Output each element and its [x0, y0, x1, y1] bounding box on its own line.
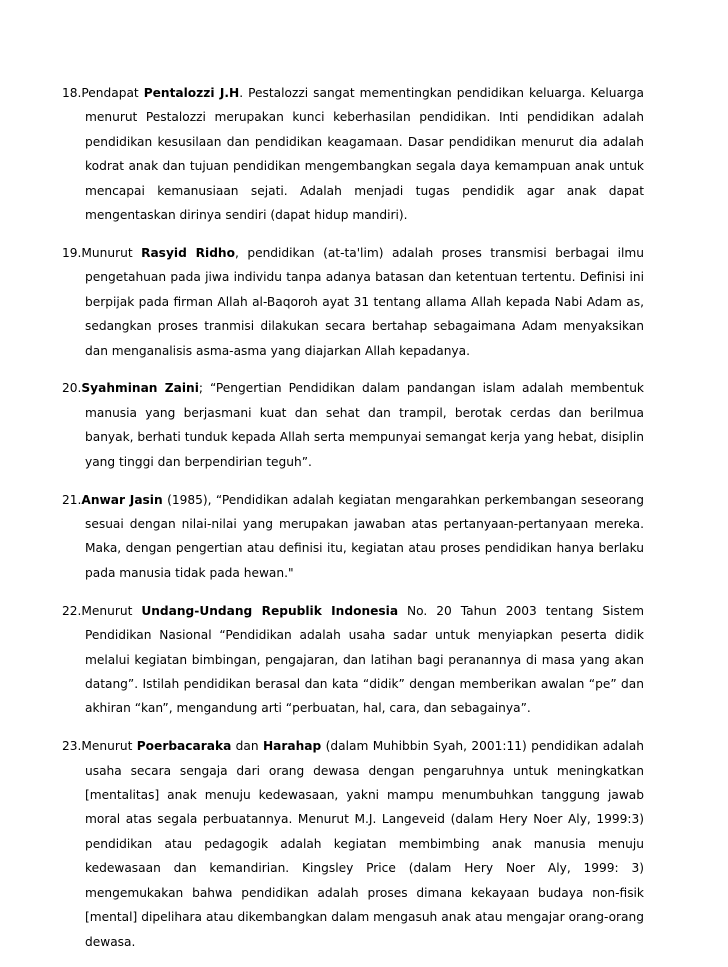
item-conjunction: dan [231, 739, 263, 754]
item-body-text: (1985), “Pendidikan adalah kegiatan mengarahkan perkembangan seseorang sesuai dengan nilai-nilai yang merupakan jawaban atas pertanyaan-pertanyaan mereka. Maka, dengan pengertian atau definisi itu, kegiatan atau proses pendidikan hanya berlaku pada manusia tidak pada hewan." [85, 492, 644, 580]
item-body-text: ; “Pengertian Pendidikan dalam pandangan islam adalah membentuk manusia yang berjasmani kuat dan sehat dan trampil, berotak cerdas dan berilmua banyak, berhati tunduk kepada Allah serta mempunyai semangat kerja yang hebat, disiplin yang tinggi dan berpendirian teguh”. [85, 381, 644, 469]
item-author-name: Syahminan Zaini [81, 381, 199, 396]
item-lead-text: Menurut [81, 739, 137, 754]
item-number: 20. [62, 381, 82, 396]
item-author-name: Rasyid Ridho [141, 245, 235, 260]
item-author-name-2: Harahap [262, 739, 322, 754]
item-lead-text: Menurut [81, 603, 142, 618]
list-item-21 [62, 488, 644, 586]
item-author-name: Poerbacaraka [136, 739, 232, 754]
item-body-text: . Pestalozzi sangat mementingkan pendidikan keluarga. Keluarga menurut Pestalozzi merupakan kunci keberhasilan pendidikan. Inti pendidikan adalah pendidikan kesusilaan dan pendidikan keagamaan. Dasar pendidikan menurut dia adalah kodrat anak dan tujuan pendidikan mengembangkan segala daya kemampuan anak untuk mencapai kemanusiaan sejati. Adalah menjadi tugas pendidik agar anak dapat mengentaskan dirinya sendiri (dapat hidup mandiri). [85, 86, 644, 223]
list-item-22 [62, 599, 644, 721]
item-author-name: Undang-Undang Republik Indonesia [141, 603, 399, 618]
item-author-name: Pentalozzi J.H [143, 86, 240, 100]
item-number: 18. [62, 86, 82, 100]
document-page [62, 81, 644, 967]
list-item-23 [62, 734, 644, 954]
item-number: 23. [62, 739, 82, 754]
item-author-name: Anwar Jasin [81, 492, 163, 507]
item-body-text: (dalam Muhibbin Syah, 2001:11) pendidikan adalah usaha secara sengaja dari orang dewasa dengan pengaruhnya untuk meningkatkan [mentalitas] anak menuju kedewasaan, yakni mampu menumbuhkan tanggung jawab moral atas segala perbuatannya. Menurut M.J. Langeveid (dalam Hery Noer Aly, 1999:3) pendidikan atau pedagogik adalah kegiatan membimbing anak manusia menuju kedewasaan dan kemandirian. Kingsley Price (dalam Hery Noer Aly, 1999: 3) mengemukakan bahwa pendidikan adalah proses dimana kekayaan budaya non-fisik [mental] dipelihara atau dikembangkan dalam mengasuh anak atau mengajar orang-orang dewasa. [85, 739, 644, 949]
item-lead-text: Munurut [81, 245, 142, 260]
item-lead-text: Pendapat [81, 86, 144, 100]
item-number: 21. [62, 492, 82, 507]
item-body-text: , pendidikan (at-ta'lim) adalah proses transmisi berbagai ilmu pengetahuan pada jiwa individu tanpa adanya batasan dan ketentuan tertentu. Definisi ini berpijak pada firman Allah al-Baqoroh ayat 31 tentang allama Allah kepada Nabi Adam as, sedangkan proses tranmisi dilakukan secara bertahap sebagaimana Adam menyaksikan dan menganalisis asma-asma yang diajarkan Allah kepadanya. [85, 245, 644, 358]
list-item-18 [62, 81, 644, 227]
item-number: 19. [62, 245, 82, 260]
item-body-text: No. 20 Tahun 2003 tentang Sistem Pendidikan Nasional “Pendidikan adalah usaha sadar untuk menyiapkan peserta didik melalui kegiatan bimbingan, pengajaran, dan latihan bagi peranannya di masa yang akan datang”. Istilah pendidikan berasal dan kata “didik” dengan memberikan awalan “pe” dan akhiran “kan”, mengandung arti “perbuatan, hal, cara, dan sebagainya”. [85, 603, 645, 716]
item-number: 22. [62, 603, 82, 618]
list-item-20 [62, 376, 644, 474]
list-item-19 [62, 241, 644, 363]
